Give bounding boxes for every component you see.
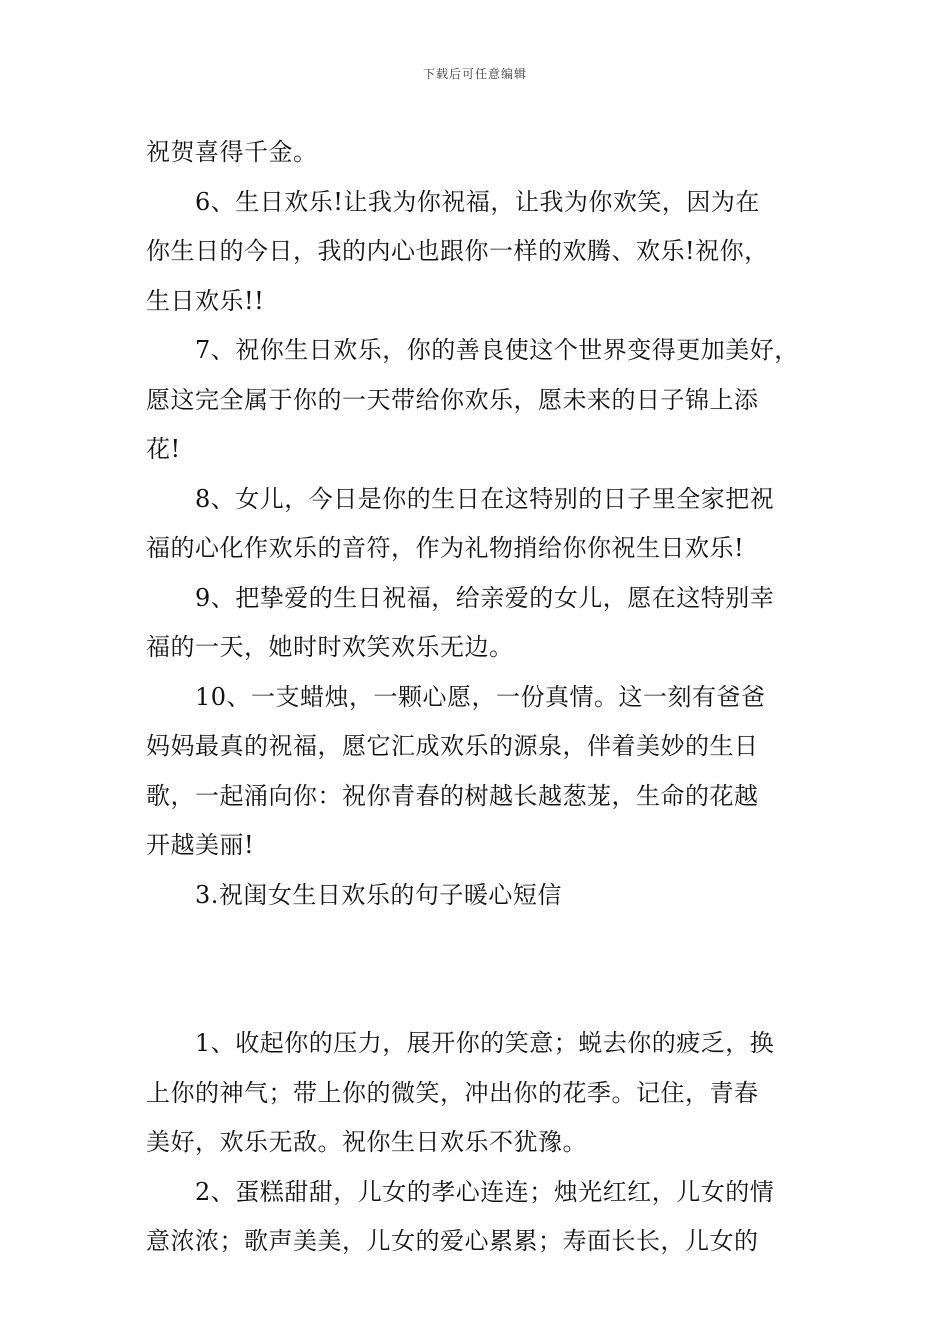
- body-line: 妈妈最真的祝福，愿它汇成欢乐的源泉，伴着美妙的生日: [146, 732, 759, 760]
- body-line: 歌，一起涌向你：祝你青春的树越长越葱茏，生命的花越: [146, 781, 759, 810]
- body-line: 愿这完全属于你的一天带给你欢乐，愿未来的日子锦上添: [146, 385, 759, 414]
- body-line: 美好，欢乐无敌。祝你生日欢乐不犹豫。: [146, 1128, 587, 1156]
- list-item-2: 2、蛋糕甜甜，儿女的孝心连连；烛光红红，儿女的情: [195, 1177, 775, 1206]
- body-line: 生日欢乐!!: [146, 286, 265, 315]
- section-spacer: [146, 920, 810, 1019]
- body-line: 福的心化作欢乐的音符，作为礼物捎给你你祝生日欢乐!: [146, 534, 745, 562]
- list-item-6: 6、生日欢乐!让我为你祝福，让我为你欢笑，因为在: [195, 187, 760, 216]
- list-item-8: 8、女儿，今日是你的生日在这特别的日子里全家把祝: [195, 484, 775, 513]
- list-item-7: 7、祝你生日欢乐，你的善良使这个世界变得更加美好，: [195, 336, 799, 364]
- body-line: 福的一天，她时时欢笑欢乐无边。: [146, 633, 514, 661]
- page-header: 下载后可任意编辑: [422, 67, 527, 81]
- body-line: 意浓浓；歌声美美，儿女的爱心累累；寿面长长，儿女的: [146, 1227, 759, 1255]
- list-item-10: 10、一支蜡烛，一颗心愿，一份真情。这一刻有爸爸: [195, 682, 766, 711]
- list-item-9: 9、把挚爱的生日祝福，给亲爱的女儿，愿在这特别幸: [195, 583, 775, 612]
- body-line: 祝贺喜得千金。: [146, 138, 318, 166]
- body-line: 花!: [146, 435, 181, 463]
- body-line: 开越美丽!: [146, 831, 255, 859]
- body-line: 你生日的今日，我的内心也跟你一样的欢腾、欢乐!祝你，: [146, 237, 769, 265]
- body-line: 上你的神气；带上你的微笑，冲出你的花季。记住，青春: [146, 1078, 759, 1107]
- section-heading: 3.祝闺女生日欢乐的句子暖心短信: [195, 880, 562, 909]
- list-item-1: 1、收起你的压力，展开你的笑意；蜕去你的疲乏，换: [195, 1029, 775, 1057]
- document-body: [146, 128, 810, 1267]
